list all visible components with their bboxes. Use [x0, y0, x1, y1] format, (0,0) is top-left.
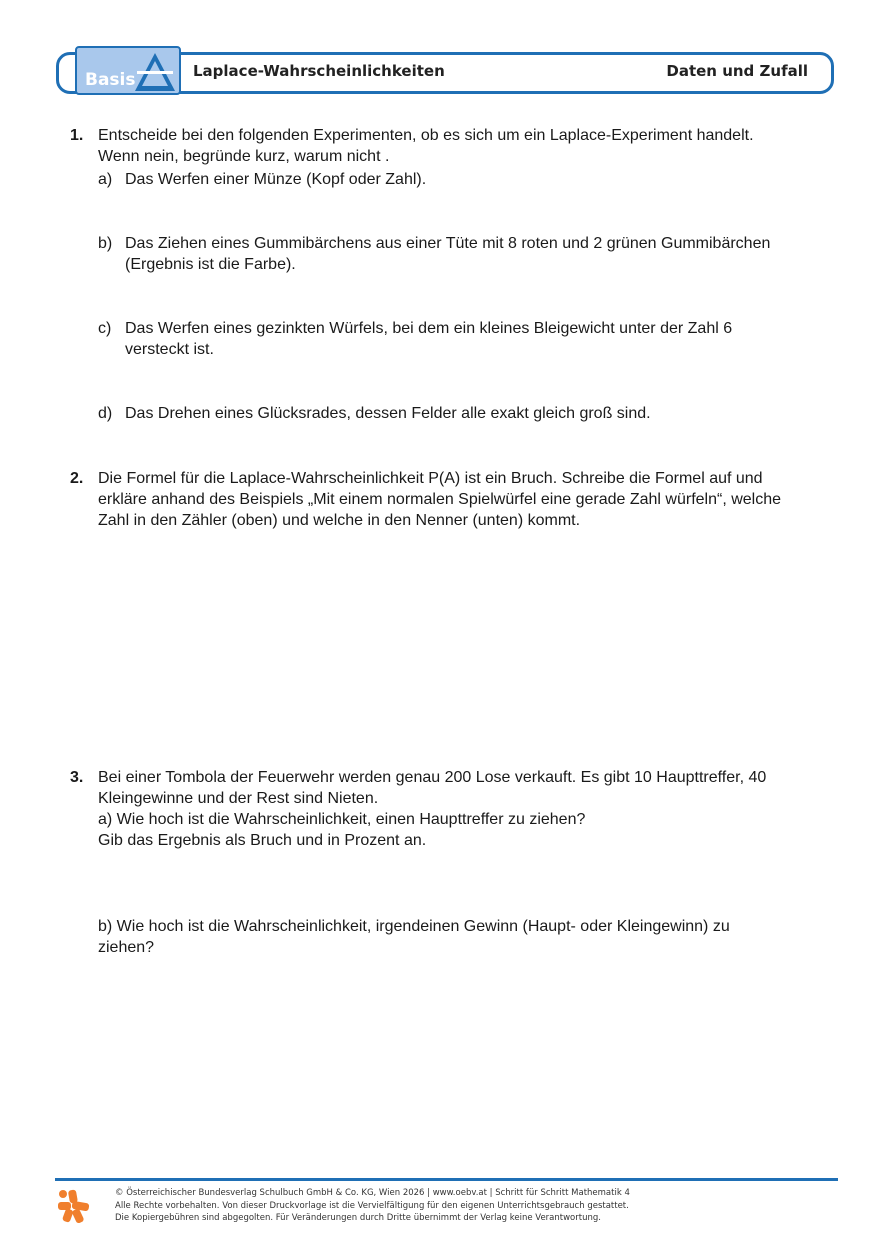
task-number: 1.	[70, 127, 84, 144]
footer-line: © Österreichischer Bundesverlag Schulbuch GmbH & Co. KG, Wien 2026 | www.oebv.at | Schritt für Schritt Mathematik 4	[115, 1188, 630, 1198]
task-part-b-text: b) Wie hoch ist die Wahrscheinlichkeit, irgendeinen Gewinn (Haupt- oder Kleingewinn) zu ziehen?	[98, 918, 730, 956]
subtask-label: b)	[98, 235, 113, 252]
footer-line: Alle Rechte vorbehalten. Von dieser Druckvorlage ist die Vervielfältigung für den eigenen Unterrichtsgebrauch gestattet.	[115, 1200, 629, 1211]
task-text: Bei einer Tombola der Feuerwehr werden genau 200 Lose verkauft. Es gibt 10 Haupttreffer, 40 Kleingewinne und der Rest sind Nieten. a) Wie hoch ist die Wahrscheinlichkeit, einen Haupttreffer zu ziehen? Gib das Ergebnis als Bruch und in Prozent an.	[98, 769, 767, 849]
basis-label: Basis	[85, 70, 136, 90]
task-number: 3.	[70, 769, 84, 786]
subtask-label: d)	[98, 405, 113, 422]
subtask-text: Das Werfen einer Münze (Kopf oder Zahl).	[125, 171, 427, 188]
subtask-text: Das Ziehen eines Gummibärchens aus einer Tüte mit 8 roten und 2 grünen Gummibärchen (Ergebnis ist die Farbe).	[125, 235, 771, 273]
publisher-logo-icon	[55, 1187, 93, 1225]
footer-line: Die Kopiergebühren sind abgegolten. Für Veränderungen durch Dritte übernimmt der Verlag keine Verantwortung.	[115, 1213, 601, 1223]
copyright-notice	[115, 1187, 815, 1225]
page-title: Laplace-Wahrscheinlichkeiten	[193, 62, 445, 80]
task-text: Entscheide bei den folgenden Experimenten, ob es sich um ein Laplace-Experiment handelt. Wenn nein, begründe kurz, warum nicht .	[98, 127, 754, 165]
task-text: Die Formel für die Laplace-Wahrscheinlichkeit P(A) ist ein Bruch. Schreibe die Formel auf und erkläre anhand des Beispiels „Mit einem normalen Spielwürfel eine gerade Zahl würfeln“, welche Zahl in den Zähler (oben) und welche in den Nenner (unten) kommt.	[98, 470, 782, 529]
task-number: 2.	[70, 470, 84, 487]
triangle-logo-icon	[133, 51, 177, 93]
basis-badge	[75, 46, 181, 95]
subtask-label: c)	[98, 320, 112, 337]
topic-label: Daten und Zufall	[666, 62, 808, 80]
subtask-text: Das Drehen eines Glücksrades, dessen Felder alle exakt gleich groß sind.	[125, 405, 651, 422]
footer-divider	[55, 1178, 838, 1181]
subtask-text: Das Werfen eines gezinkten Würfels, bei dem ein kleines Bleigewicht unter der Zahl 6 versteckt ist.	[125, 320, 733, 358]
subtask-label: a)	[98, 171, 113, 188]
